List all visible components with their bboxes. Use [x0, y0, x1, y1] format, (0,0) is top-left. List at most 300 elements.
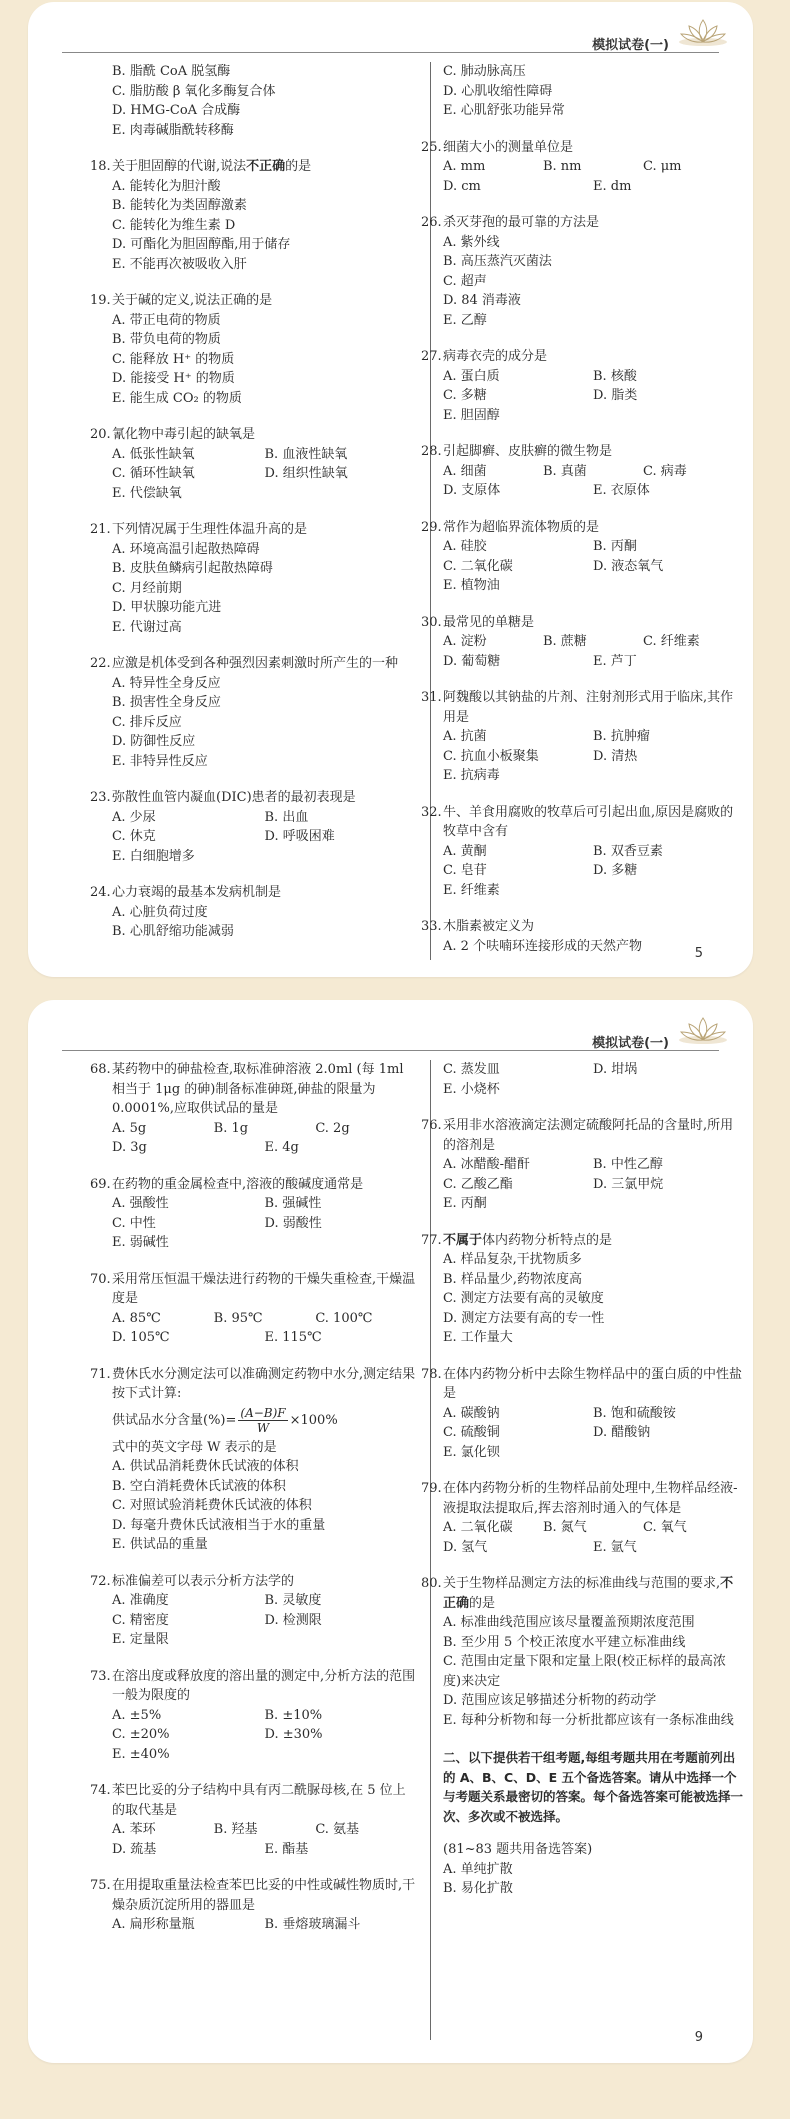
answer-option: B. 真菌: [542, 463, 587, 479]
group-option: A. 单纯扩散: [443, 1861, 513, 1877]
option-row: [112, 598, 417, 618]
answer-option: C. 能转化为维生素 D: [112, 217, 236, 233]
question-number: 73.: [90, 1668, 111, 1684]
option-row: [443, 62, 743, 82]
stem-text: 在体内药物分析的生物样品前处理中,生物样品经液-液提取法提取后,挥去溶剂时通入的气体是: [443, 1481, 738, 1516]
answer-option: E. 氯化钡: [443, 1444, 500, 1460]
question-number: 19.: [90, 293, 111, 308]
option-row: [443, 233, 743, 253]
answer-option: B. 皮肤鱼鳞病引起散热障碍: [112, 561, 273, 576]
question-stem: [421, 613, 743, 633]
question-number: 71.: [90, 1366, 111, 1382]
answer-option: B. 高压蒸汽灭菌法: [443, 254, 552, 269]
question-number: 78.: [421, 1366, 442, 1382]
answer-option: C. μm: [642, 159, 682, 174]
answer-option: A. 带正电荷的物质: [112, 312, 221, 328]
question-block: [421, 1479, 743, 1557]
question-block: [443, 1060, 743, 1099]
option-row: [443, 311, 743, 331]
answer-option: A. 扁形称量瓶: [112, 1917, 195, 1932]
answer-option: C. 氧气: [642, 1520, 687, 1535]
question-block: [90, 654, 417, 771]
option-row: [443, 1538, 743, 1558]
question-stem: [421, 1574, 743, 1613]
option-row: [443, 1613, 743, 1633]
header-title: 模拟试卷(一): [592, 1036, 669, 1051]
stem-continuation: 式中的英文字母 W 表示的是: [112, 1439, 277, 1455]
answer-option: E. 工作量大: [443, 1330, 513, 1345]
option-row: [112, 847, 417, 867]
option-row: [112, 579, 417, 599]
question-stem: [90, 1876, 417, 1915]
option-row: [112, 1591, 417, 1611]
answer-option: D. 醋酸钠: [593, 1425, 651, 1440]
option-row: [112, 62, 417, 82]
answer-option: B. 1g: [213, 1120, 249, 1136]
answer-option: E. 每种分析物和每一分析批都应该有一条标准曲线: [443, 1712, 734, 1728]
stem-text: 苯巴比妥的分子结构中具有丙二酰脲母核,在 5 位上的取代基是: [112, 1783, 406, 1818]
answer-option: B. 能转化为类固醇激素: [112, 198, 247, 213]
option-row: [443, 1250, 743, 1270]
answer-option: D. 多糖: [593, 863, 638, 878]
question-block: [90, 1876, 417, 1935]
stem-text: 关于胆固醇的代谢,说法: [112, 159, 247, 174]
option-row: [112, 752, 417, 772]
option-row: [112, 1611, 417, 1631]
option-row: [443, 1423, 743, 1443]
answer-option: C. 2g: [315, 1120, 350, 1136]
question-number: 31.: [421, 690, 442, 705]
option-row: [112, 82, 417, 102]
question-number: 77.: [421, 1232, 442, 1248]
answer-option: E. 肉毒碱脂酰转移酶: [112, 122, 234, 138]
group-label: (81~83 题共用备选答案): [443, 1842, 593, 1857]
option-row: [443, 462, 743, 482]
option-row: [112, 618, 417, 638]
option-row: [112, 1706, 417, 1726]
left-column: [90, 62, 417, 959]
answer-option: B. 蔗糖: [542, 634, 587, 649]
stem-text: 在溶出度或释放度的溶出量的测定中,分析方法的范围一般为限度的: [112, 1668, 416, 1703]
option-row: [112, 445, 417, 465]
answer-option: C. 抗血小板聚集: [443, 748, 539, 764]
option-row: [112, 1745, 417, 1765]
answer-option: B. 脂酰 CoA 脱氢酶: [112, 64, 231, 79]
option-row: [443, 367, 743, 387]
option-row: [443, 406, 743, 426]
answer-option: B. 灵敏度: [264, 1593, 322, 1608]
question-block: [421, 803, 743, 901]
question-block: [443, 62, 743, 121]
question-stem: [90, 425, 417, 445]
answer-option: E. 抗病毒: [443, 768, 500, 783]
option-row: [112, 369, 417, 389]
option-row: [112, 1725, 417, 1745]
answer-option: D. 84 消毒液: [443, 293, 521, 308]
question-block: [90, 1175, 417, 1253]
answer-option: C. 中性: [112, 1215, 156, 1231]
answer-option: D. 每毫升费休氏试液相当于水的重量: [112, 1517, 326, 1533]
answer-option: B. 核酸: [593, 368, 637, 384]
answer-option: A. 供试品消耗费休氏试液的体积: [112, 1459, 299, 1474]
option-row: [112, 1516, 417, 1536]
option-row: [112, 1477, 417, 1497]
answer-option: A. 心脏负荷过度: [112, 904, 208, 920]
option-row: [443, 1652, 743, 1691]
answer-option: A. 淀粉: [443, 634, 487, 649]
answer-option: D. 呼吸困难: [264, 829, 335, 844]
answer-option: E. 代偿缺氧: [112, 485, 182, 501]
answer-option: B. 损害性全身反应: [112, 695, 221, 710]
question-block: [90, 883, 417, 942]
answer-option: D. 葡萄糖: [443, 653, 501, 669]
answer-option: C. 测定方法要有高的灵敏度: [443, 1291, 604, 1306]
answer-option: C. 脂肪酸 β 氧化多酶复合体: [112, 83, 276, 99]
header-title: 模拟试卷(一): [592, 38, 669, 53]
question-number: 76.: [421, 1118, 442, 1133]
question-number: 21.: [90, 522, 111, 537]
stem-text: 某药物中的砷盐检查,取标准砷溶液 2.0ml (每 1ml 相当于 1μg 的砷)制备标准砷斑,砷盐的限量为 0.0001%,应取供试品的量是: [112, 1062, 404, 1116]
answer-option: C. 范围由定量下限和定量上限(校正标样的最高浓度)来决定: [443, 1654, 726, 1689]
question-block: [90, 1365, 417, 1555]
option-row: [443, 386, 743, 406]
answer-option: B. 心肌舒缩功能减弱: [112, 924, 234, 939]
answer-option: E. 白细胞增多: [112, 848, 195, 864]
question-block: [90, 157, 417, 274]
option-row: [443, 1080, 743, 1100]
question-stem: [90, 883, 417, 903]
answer-option: D. 范围应该足够描述分析物的药动学: [443, 1693, 657, 1708]
page-number: 9: [694, 2030, 703, 2045]
stem-text: 心力衰竭的最基本发病机制是: [112, 885, 282, 900]
exam-page-9: [28, 1000, 753, 2063]
stem-emphasis: 不正确: [246, 159, 286, 174]
option-row: [443, 1175, 743, 1195]
option-row: [112, 101, 417, 121]
answer-option: D. 检测限: [264, 1612, 322, 1628]
question-block: [421, 1365, 743, 1463]
answer-option: D. 弱酸性: [264, 1215, 322, 1231]
answer-option: E. 小烧杯: [443, 1081, 500, 1097]
option-row: [443, 1328, 743, 1348]
answer-option: E. 心肌舒张功能异常: [443, 103, 565, 118]
question-stem: [421, 213, 743, 233]
stem-text: 应激是机体受到各种强烈因素刺激时所产生的一种: [112, 656, 399, 671]
option-row: [112, 389, 417, 409]
answer-option: E. 酯基: [264, 1841, 309, 1857]
option-row: [112, 1233, 417, 1253]
stem-text: 弥散性血管内凝血(DIC)患者的最初表现是: [112, 790, 356, 805]
option-row: [112, 1840, 417, 1860]
answer-option: C. 氨基: [315, 1822, 360, 1837]
option-row: [112, 808, 417, 828]
answer-option: C. 蒸发皿: [443, 1062, 500, 1077]
answer-option: A. 2 个呋喃环连接形成的天然产物: [443, 938, 643, 954]
stem-text: 在体内药物分析中去除生物样品中的蛋白质的中性盐是: [443, 1366, 743, 1401]
option-row: [112, 1119, 417, 1139]
answer-option: C. 乙酸乙酯: [443, 1176, 513, 1192]
page-header: [28, 1000, 753, 1056]
answer-option: E. 弱碱性: [112, 1235, 169, 1250]
option-row: [443, 1443, 743, 1463]
answer-option: E. 定量限: [112, 1632, 169, 1647]
answer-option: D. cm: [443, 178, 481, 194]
answer-option: A. 能转化为胆汁酸: [112, 178, 221, 194]
question-stem: [421, 347, 743, 367]
option-row: [112, 1457, 417, 1477]
stem-text: 牛、羊食用腐败的牧草后可引起出血,原因是腐败的牧草中含有: [443, 804, 734, 839]
answer-option: B. 空白消耗费休氏试液的体积: [112, 1478, 286, 1494]
answer-option: E. 胆固醇: [443, 407, 500, 423]
option-row: [443, 842, 743, 862]
left-column: [90, 1060, 417, 1952]
option-row: [443, 861, 743, 881]
answer-option: D. 氢气: [443, 1539, 488, 1555]
answer-option: E. 不能再次被吸收入肝: [112, 256, 247, 272]
answer-option: A. ±5%: [112, 1707, 162, 1723]
option-row: [443, 1289, 743, 1309]
option-row: [112, 1309, 417, 1329]
question-stem: [421, 138, 743, 158]
option-row: [443, 82, 743, 102]
option-row: [112, 1138, 417, 1158]
question-block: [421, 518, 743, 596]
answer-option: A. 抗菌: [443, 729, 487, 744]
answer-option: C. 二氧化碳: [443, 558, 513, 574]
option-row: [112, 1630, 417, 1650]
right-column: [421, 1060, 744, 1899]
option-row: [443, 727, 743, 747]
answer-option: A. 蛋白质: [443, 368, 500, 384]
answer-option: E. 芦丁: [593, 653, 637, 669]
answer-option: D. 液态氧气: [593, 558, 664, 574]
question-block: [90, 520, 417, 637]
option-row: [443, 177, 743, 197]
answer-option: A. 85℃: [112, 1310, 161, 1326]
answer-option: B. 中性乙醇: [593, 1157, 663, 1172]
question-stem: [90, 157, 417, 177]
option-row: [112, 1915, 417, 1935]
stem-text: 阿魏酸以其钠盐的片剂、注射剂形式用于临床,其作用是: [443, 690, 734, 725]
question-number: 18.: [90, 159, 111, 174]
stem-text: 杀灭芽孢的最可靠的方法是: [443, 215, 600, 230]
answer-option: B. 出血: [264, 809, 309, 825]
question-stem: [90, 520, 417, 540]
option-row: [443, 1711, 743, 1731]
answer-option: C. 病毒: [642, 463, 687, 479]
question-stem: [90, 291, 417, 311]
question-stem: [421, 1365, 743, 1404]
stem-text: 引起脚癣、皮肤癣的微生物是: [443, 444, 613, 459]
option-row: [112, 540, 417, 560]
option-row: [112, 693, 417, 713]
question-stem: [90, 654, 417, 674]
answer-option: B. nm: [542, 159, 582, 174]
answer-option: C. 月经前期: [112, 580, 182, 596]
page-number: 5: [694, 946, 703, 961]
option-row: [112, 330, 417, 350]
stem-text: 关于生物样品测定方法的标准曲线与范围的要求,: [443, 1576, 721, 1591]
answer-option: E. 4g: [264, 1140, 299, 1155]
question-number: 27.: [421, 349, 442, 364]
answer-option: C. ±20%: [112, 1727, 170, 1742]
question-number: 29.: [421, 519, 442, 535]
question-block: [421, 688, 743, 786]
answer-option: B. 强碱性: [264, 1196, 322, 1211]
option-row: [443, 252, 743, 272]
question-stem: [421, 1231, 743, 1251]
answer-option: A. 环境高温引起散热障碍: [112, 541, 260, 557]
option-row: [112, 1194, 417, 1214]
question-block: [421, 1231, 743, 1348]
right-column: [421, 62, 743, 973]
stem-text: 木脂素被定义为: [443, 919, 535, 934]
option-row: [443, 1155, 743, 1175]
answer-option: D. 支原体: [443, 483, 501, 498]
answer-option: A. 碳酸钠: [443, 1405, 500, 1421]
option-row: [443, 881, 743, 901]
question-block: [421, 213, 743, 330]
stem-text: 最常见的单糖是: [443, 614, 535, 630]
option-row: [443, 1691, 743, 1711]
answer-option: D. 可酯化为胆固醇酯,用于储存: [112, 237, 291, 252]
answer-option: D. ±30%: [264, 1727, 323, 1742]
answer-option: B. 丙酮: [593, 539, 637, 554]
answer-option: D. 能接受 H⁺ 的物质: [112, 371, 235, 386]
answer-option: D. HMG-CoA 合成酶: [112, 103, 241, 118]
answer-option: C. 多糖: [443, 388, 487, 403]
question-block: [421, 613, 743, 672]
question-block: [421, 347, 743, 425]
option-row: [112, 1820, 417, 1840]
answer-option: A. 紫外线: [443, 234, 500, 250]
answer-option: A. 黄酮: [443, 843, 487, 859]
question-block: [421, 1116, 743, 1214]
question-number: 74.: [90, 1783, 111, 1798]
answer-option: B. 双香豆素: [593, 843, 663, 859]
page-header: [28, 2, 753, 58]
option-row: [443, 157, 743, 177]
option-row: [443, 1518, 743, 1538]
stem-text: 氰化物中毒引起的缺氧是: [112, 427, 256, 442]
question-number: 68.: [90, 1062, 111, 1077]
option-row: [112, 216, 417, 236]
answer-option: E. dm: [593, 178, 632, 194]
formula-rhs: ×100%: [289, 1412, 338, 1428]
stem-text: 下列情况属于生理性体温升高的是: [112, 522, 308, 537]
answer-option: A. mm: [443, 159, 486, 174]
question-block: [90, 1781, 417, 1859]
option-row: [112, 903, 417, 923]
option-row: [443, 557, 743, 577]
question-block: [112, 62, 417, 140]
answer-option: C. 超声: [443, 273, 487, 289]
option-row: [112, 350, 417, 370]
option-row: [112, 713, 417, 733]
group-option: B. 易化扩散: [443, 1881, 513, 1896]
stem-emphasis: 不属于: [443, 1232, 483, 1248]
question-number: 79.: [421, 1481, 442, 1496]
question-number: 24.: [90, 885, 111, 900]
question-stem: [421, 518, 743, 538]
option-row: [112, 559, 417, 579]
answer-option: A. 硅胶: [443, 539, 487, 554]
answer-option: B. 垂熔玻璃漏斗: [264, 1917, 361, 1932]
option-row: [112, 255, 417, 275]
answer-option: B. 至少用 5 个校正浓度水平建立标准曲线: [443, 1634, 686, 1650]
answer-option: C. 休克: [112, 829, 156, 844]
answer-option: A. 二氧化碳: [443, 1520, 513, 1535]
question-stem: [421, 688, 743, 727]
answer-option: D. 坩埚: [593, 1062, 638, 1077]
question-block: [90, 291, 417, 408]
answer-option: B. 带负电荷的物质: [112, 332, 221, 347]
option-row: [443, 1633, 743, 1653]
answer-option: E. 丙酮: [443, 1196, 487, 1211]
stem-emphasis: 不正确: [443, 1576, 734, 1611]
question-block: [421, 1574, 743, 1730]
question-number: 30.: [421, 614, 442, 630]
header-rule: [62, 52, 719, 53]
question-stem: [90, 1667, 417, 1706]
question-number: 80.: [421, 1576, 442, 1591]
question-number: 32.: [421, 804, 442, 820]
stem-text: 细菌大小的测量单位是: [443, 139, 574, 155]
question-stem: [90, 788, 417, 808]
answer-option: D. 3g: [112, 1140, 147, 1155]
option-row: [443, 766, 743, 786]
question-number: 22.: [90, 656, 111, 671]
answer-option: E. 115℃: [264, 1330, 322, 1345]
header-rule: [62, 1050, 719, 1051]
option-row: [112, 732, 417, 752]
question-block: [421, 442, 743, 501]
answer-option: D. 测定方法要有高的专一性: [443, 1310, 605, 1326]
option-row: [443, 652, 743, 672]
question-number: 23.: [90, 790, 111, 805]
option-row: [443, 1060, 743, 1080]
option-row: [443, 632, 743, 652]
answer-option: A. 苯环: [112, 1822, 156, 1837]
question-number: 69.: [90, 1176, 111, 1192]
answer-option: A. 特异性全身反应: [112, 675, 221, 691]
lotus-logo-icon: [677, 12, 729, 50]
answer-option: B. ±10%: [264, 1707, 323, 1723]
question-block: [90, 788, 417, 866]
question-number: 33.: [421, 919, 442, 934]
answer-option: A. 样品复杂,干扰物质多: [443, 1252, 582, 1267]
option-row: [443, 291, 743, 311]
formula-numerator: (A−B)F: [240, 1406, 286, 1420]
option-row: [112, 121, 417, 141]
answer-option: C. 皂苷: [443, 863, 487, 878]
question-stem: [90, 1365, 417, 1404]
stem-text: 在药物的重金属检查中,溶液的酸碱度通常是: [112, 1176, 364, 1192]
question-stem: [90, 1175, 417, 1195]
answer-option: E. 衣原体: [593, 483, 650, 498]
answer-option: E. 氩气: [593, 1539, 637, 1555]
answer-option: D. 甲状腺功能亢进: [112, 600, 222, 615]
answer-option: C. 对照试验消耗费休氏试液的体积: [112, 1498, 312, 1513]
answer-option: C. 纤维素: [642, 634, 700, 649]
stem-text: 体内药物分析特点的是: [482, 1232, 613, 1248]
answer-option: D. 防御性反应: [112, 734, 196, 749]
answer-option: A. 少尿: [112, 809, 156, 825]
option-row: [443, 101, 743, 121]
stem-text: 病毒衣壳的成分是: [443, 349, 548, 364]
section-instructions: 二、以下提供若干组考题,每组考题共用在考题前列出的 A、B、C、D、E 五个备选答案。请从中选择一个与考题关系最密切的答案。每个备选答案可能被选择一次、多次或不被选择。: [443, 1750, 744, 1824]
option-row: [443, 1194, 743, 1214]
